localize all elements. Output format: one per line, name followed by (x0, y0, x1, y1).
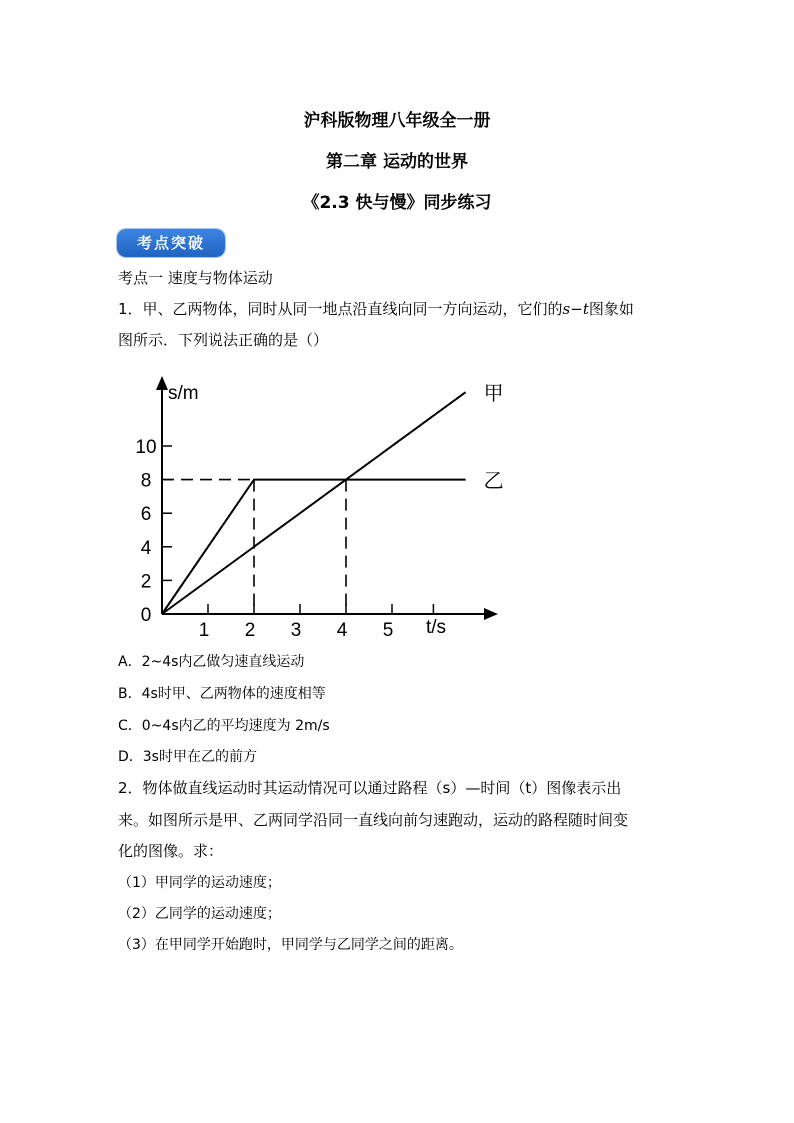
y-axis-label: s/m (168, 383, 199, 404)
option-d: D．3s时甲在乙的前方 (118, 749, 257, 765)
x-axis-arrow (484, 608, 498, 620)
question2-line1: 2．物体做直线运动时其运动情况可以通过路程（s）—时间（t）图像表示出 (118, 779, 622, 797)
option-c: C．0~4s内乙的平均速度为 2m/s (118, 718, 330, 734)
section-badge: 考点突破 (117, 229, 225, 257)
question1-line2: 图所示．下列说法正确的是（） (118, 331, 329, 349)
option-a: A．2~4s内乙做匀速直线运动 (118, 654, 305, 670)
question2-line2: 来。如图所示是甲、乙两同学沿同一直线向前匀速跑动，运动的路程随时间变 (118, 811, 629, 829)
x-axis-label: t/s (426, 617, 447, 638)
question1-text-part1: 1．甲、乙两物体，同时从同一地点沿直线向同一方向运动，它们的 (118, 300, 563, 318)
y-tick-label-8: 8 (140, 470, 152, 492)
chapter-title: 第二章 运动的世界 (326, 152, 468, 172)
x-tick-label-3: 3 (290, 620, 302, 641)
series-label-1: 乙 (483, 470, 504, 493)
lesson-title: 《2.3 快与慢》同步练习 (302, 193, 492, 213)
question1-line1 (118, 299, 634, 319)
series-line-0 (162, 392, 466, 614)
y-tick-label-4: 4 (140, 537, 152, 559)
option-b: B．4s时甲、乙两物体的速度相等 (118, 686, 326, 702)
section-heading: 考点一 速度与物体运动 (118, 269, 273, 287)
x-tick-label-5: 5 (382, 620, 394, 641)
y-tick-label-6: 6 (140, 504, 152, 526)
x-tick-label-2: 2 (244, 620, 256, 641)
y-tick-label-0: 0 (140, 605, 152, 626)
question2-sub1: （1）甲同学的运动速度； (118, 875, 281, 891)
series-label-0: 甲 (483, 383, 504, 406)
question1-text-part2: 图象如 (588, 300, 634, 318)
doc-title: 沪科版物理八年级全一册 (303, 111, 491, 131)
st-graph (118, 372, 518, 642)
series-line-1 (162, 480, 466, 614)
y-tick-label-10: 10 (135, 437, 157, 458)
question2-sub2: （2）乙同学的运动速度； (118, 906, 281, 922)
y-axis-arrow (156, 376, 168, 390)
x-tick-label-4: 4 (336, 620, 348, 641)
y-tick-label-2: 2 (140, 571, 152, 593)
question2-sub3: （3）在甲同学开始跑时，甲同学与乙同学之间的距离。 (118, 937, 463, 953)
x-tick-label-1: 1 (198, 620, 210, 641)
question2-line3: 化的图像。求： (118, 842, 224, 860)
question1-variable: s−t (562, 300, 589, 318)
